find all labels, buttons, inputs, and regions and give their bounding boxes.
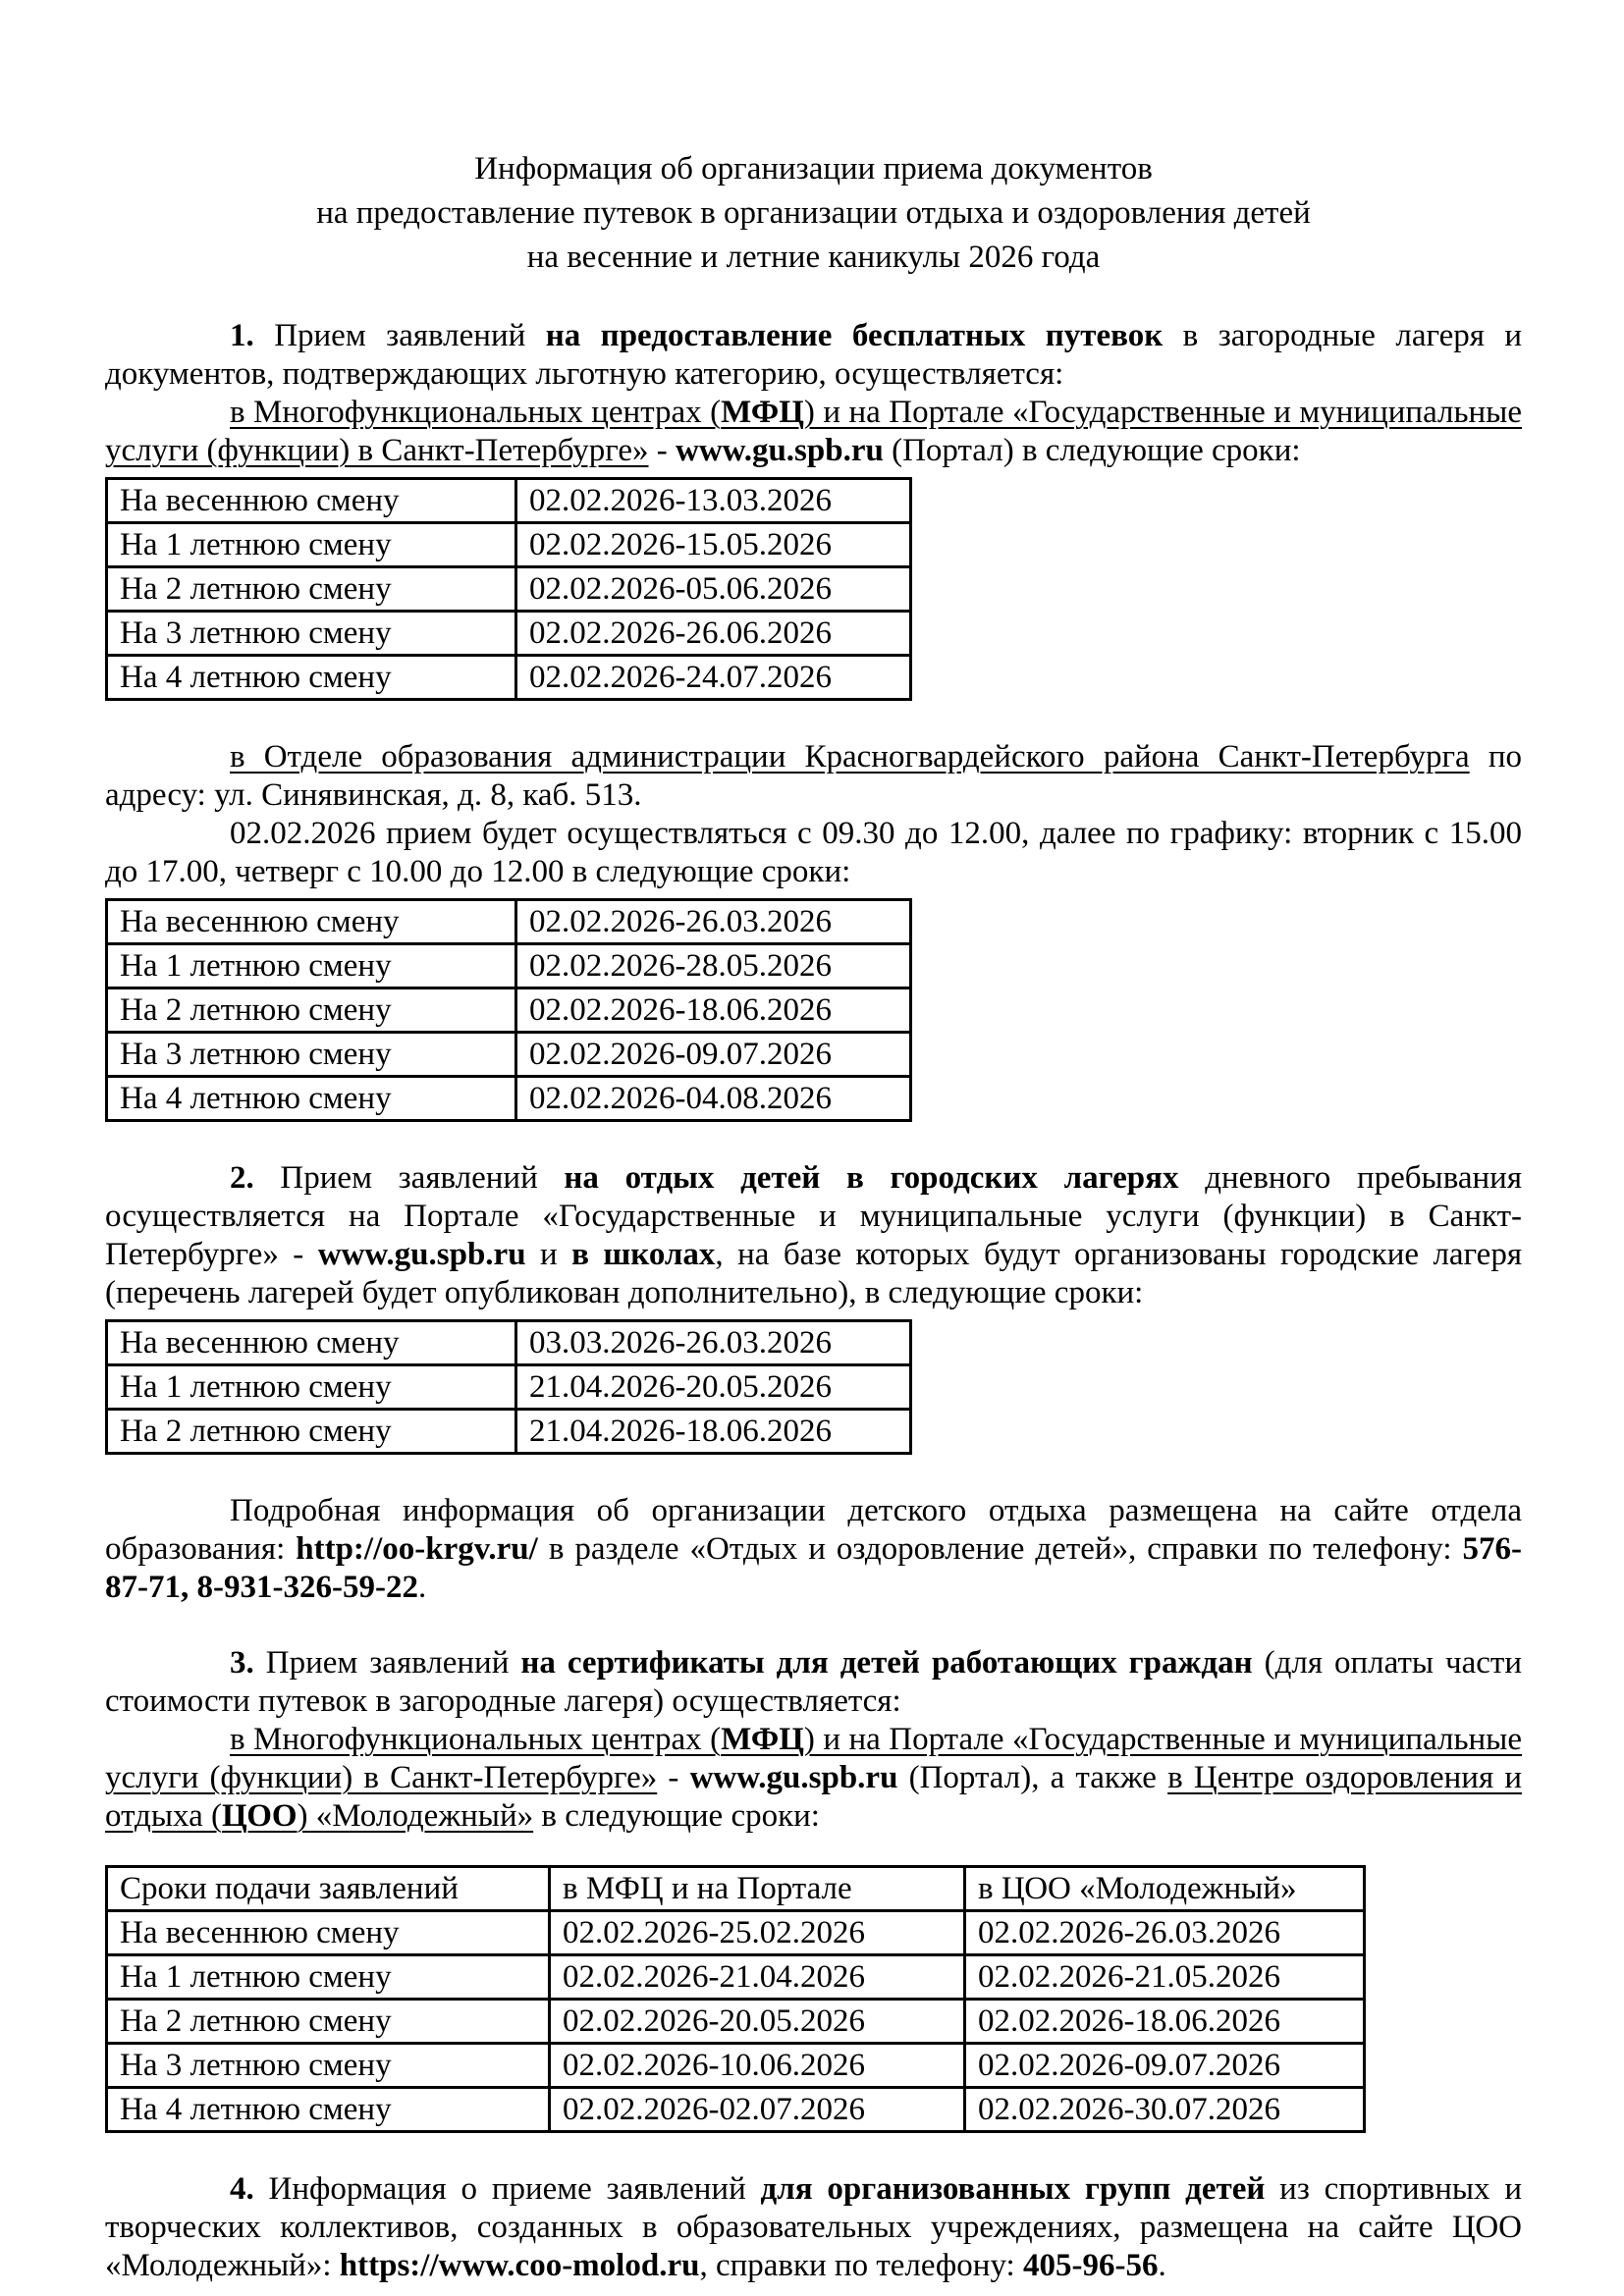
table-row	[107, 1365, 911, 1410]
table-cell: 02.02.2026-20.05.2026	[550, 2000, 965, 2044]
table-cell: На весеннюю смену	[107, 479, 516, 523]
text-run: в разделе «Отдых и оздоровление детей», справки по телефону:	[537, 1531, 1463, 1567]
text-run: в Многофункциональных центрах (	[230, 395, 722, 430]
table-cell: 02.02.2026-21.05.2026	[965, 1955, 1365, 2000]
table-row	[107, 612, 911, 656]
table-row	[107, 656, 911, 700]
text-run: ) «Молодежный»	[297, 1798, 534, 1834]
table-cell: На 4 летнюю смену	[107, 1077, 516, 1121]
table-row	[107, 479, 911, 523]
text-run: из спортивных и творческих коллективов, созданных в образовательных учреждениях, размещена на сайте ЦОО «Молодежный»:	[105, 2171, 1522, 2283]
text-run: ) и на Портале «Государственные и муниципальные услуги (функции) в Санкт-Петербурге»	[105, 395, 1523, 468]
table-cell: На 1 летнюю смену	[107, 1955, 550, 2000]
table-row	[107, 523, 911, 567]
table-cell: 02.02.2026-02.07.2026	[550, 2088, 965, 2132]
paragraph-section3-intro	[105, 1644, 1522, 1721]
table-row	[107, 1321, 911, 1365]
text-run: -	[648, 433, 677, 468]
text-run: (Портал) в следующие сроки:	[883, 433, 1301, 468]
text-run: Прием заявлений	[253, 1645, 521, 1681]
table-cell: На весеннюю смену	[107, 900, 516, 944]
table-cell: На 3 летнюю смену	[107, 1033, 516, 1077]
table-row	[107, 1033, 911, 1077]
table-cell: 02.02.2026-25.02.2026	[550, 1911, 965, 1955]
title-line-1: Информация об организации приема документов	[474, 151, 1153, 187]
table-row	[107, 567, 911, 612]
table-cell: 02.02.2026-05.06.2026	[516, 567, 911, 612]
table-cell: На 1 летнюю смену	[107, 1365, 516, 1410]
table-cell: 02.02.2026-24.07.2026	[516, 656, 911, 700]
text-run: (для оплаты части стоимости путевок в загородные лагеря) осуществляется:	[105, 1645, 1523, 1719]
text-run: -	[657, 1760, 690, 1795]
table-header-cell: в МФЦ и на Портале	[550, 1867, 965, 1911]
text-run: МФЦ	[721, 1722, 804, 1757]
table-row	[107, 2044, 1365, 2088]
text-run: www.gu.spb.ru	[676, 433, 884, 468]
table-city-camp-deadlines	[105, 1319, 912, 1455]
table-department-deadlines	[105, 898, 912, 1122]
table-cell: На 2 летнюю смену	[107, 567, 516, 612]
text-run: в Отделе образования администрации Красногвардейского района Санкт-Петербурга	[230, 739, 1470, 774]
text-run: www.gu.spb.ru	[317, 1237, 526, 1272]
text-run: 576-87-71, 8-931-326-59-22	[105, 1531, 1522, 1605]
text-run: на отдых детей в городских лагерях	[564, 1160, 1179, 1196]
text-run: , справки по телефону:	[699, 2248, 1023, 2283]
table-cell: 02.02.2026-09.07.2026	[965, 2044, 1365, 2088]
table-row	[107, 1410, 911, 1454]
table-cell: 02.02.2026-15.05.2026	[516, 523, 911, 567]
table-row	[107, 900, 911, 944]
document-title	[105, 147, 1522, 280]
text-run: 3.	[230, 1645, 254, 1681]
table-cell: 02.02.2026-18.06.2026	[965, 2000, 1365, 2044]
text-run: на предоставление бесплатных путевок	[545, 318, 1164, 353]
table-row	[107, 1955, 1365, 2000]
table-row	[107, 988, 911, 1033]
text-run: ) и на Портале «Государственные и муниципальные услуги (функции) в Санкт-Петербурге»	[105, 1722, 1523, 1795]
paragraph-section4-info	[105, 2170, 1522, 2285]
table-cell: На 2 летнюю смену	[107, 988, 516, 1033]
text-run: Прием заявлений	[253, 1160, 565, 1196]
text-run: .	[417, 1570, 427, 1605]
text-run: 4.	[230, 2171, 254, 2207]
text-run: www.gu.spb.ru	[689, 1760, 898, 1795]
table-cell: На 4 летнюю смену	[107, 656, 516, 700]
text-run: 405-96-56	[1022, 2248, 1159, 2283]
table-cell: 02.02.2026-26.03.2026	[516, 900, 911, 944]
paragraph-section1-schedule	[105, 815, 1522, 891]
paragraph-section1-department	[105, 738, 1522, 815]
text-run: Подробная информация об организации детского отдыха размещена на сайте отдела образования:	[105, 1493, 1522, 1567]
text-run: в загородные лагеря и документов, подтверждающих льготную категорию, осуществляется:	[105, 318, 1523, 392]
text-run: 2.	[230, 1160, 254, 1196]
table-header-cell: Сроки подачи заявлений	[107, 1867, 550, 1911]
paragraph-section2-info	[105, 1492, 1522, 1607]
table-cell: 02.02.2026-18.06.2026	[516, 988, 911, 1033]
table-cell: 03.03.2026-26.03.2026	[516, 1321, 911, 1365]
table-cell: 02.02.2026-09.07.2026	[516, 1033, 911, 1077]
table-cell: 02.02.2026-21.04.2026	[550, 1955, 965, 2000]
table-cell: 02.02.2026-10.06.2026	[550, 2044, 965, 2088]
title-line-2: на предоставление путевок в организации отдыха и оздоровления детей	[316, 195, 1311, 231]
title-line-3: на весенние и летние каникулы 2026 года	[526, 240, 1101, 275]
text-run: по адресу: ул. Синявинская, д. 8, каб. 513.	[105, 739, 1522, 813]
table-header-cell: в ЦОО «Молодежный»	[965, 1867, 1365, 1911]
table-cell: 21.04.2026-20.05.2026	[516, 1365, 911, 1410]
table-cell: 02.02.2026-04.08.2026	[516, 1077, 911, 1121]
text-run: Прием заявлений	[253, 318, 546, 353]
table-cell: 21.04.2026-18.06.2026	[516, 1410, 911, 1454]
text-run: и	[525, 1237, 572, 1272]
table-mfc-deadlines	[105, 477, 912, 701]
table-cell: На 2 летнюю смену	[107, 2000, 550, 2044]
table-header-row	[107, 1867, 1365, 1911]
text-run: в следующие сроки:	[533, 1798, 820, 1834]
paragraph-section2-intro	[105, 1159, 1522, 1312]
table-cell: На 2 летнюю смену	[107, 1410, 516, 1454]
table-row	[107, 2000, 1365, 2044]
text-run: (Портал), а также	[897, 1760, 1168, 1795]
table-cell: На весеннюю смену	[107, 1321, 516, 1365]
text-run: в Многофункциональных центрах (	[230, 1722, 722, 1757]
text-run: Информация о приеме заявлений	[253, 2171, 761, 2207]
paragraph-section3-channels	[105, 1721, 1522, 1836]
text-run: https://www.coo-molod.ru	[339, 2248, 700, 2283]
text-run: http://oo-krgv.ru/	[296, 1531, 538, 1567]
text-run: на сертификаты для детей работающих граждан	[520, 1645, 1253, 1681]
paragraph-section1-intro	[105, 317, 1522, 394]
table-cell: На 1 летнюю смену	[107, 944, 516, 988]
text-run: для организованных групп детей	[760, 2171, 1266, 2207]
paragraph-section1-channels	[105, 394, 1522, 470]
table-cell: 02.02.2026-26.03.2026	[965, 1911, 1365, 1955]
table-cell: На 3 летнюю смену	[107, 612, 516, 656]
text-run: .	[1158, 2248, 1166, 2283]
text-run: в школах	[571, 1237, 716, 1272]
table-cell: На 1 летнюю смену	[107, 523, 516, 567]
table-row	[107, 2088, 1365, 2132]
text-run: дневного пребывания осуществляется на Портале «Государственные и муниципальные услуги (функции) в Санкт-Петербурге» -	[105, 1160, 1523, 1272]
text-run: 02.02.2026 прием будет осуществляться с 09.30 до 12.00, далее по графику: вторник с 15.00 до 17.00, четверг с 10.00 до 12.00 в следующие сроки:	[105, 816, 1522, 889]
text-run: 1.	[230, 318, 254, 353]
table-cell: На весеннюю смену	[107, 1911, 550, 1955]
table-cell: На 4 летнюю смену	[107, 2088, 550, 2132]
table-row	[107, 944, 911, 988]
table-cell: 02.02.2026-26.06.2026	[516, 612, 911, 656]
text-run: , на базе которых будут организованы городские лагеря (перечень лагерей будет опубликован дополнительно), в следующие сроки:	[105, 1237, 1522, 1310]
table-cell: 02.02.2026-30.07.2026	[965, 2088, 1365, 2132]
text-run: ЦОО	[221, 1798, 298, 1834]
text-run: МФЦ	[721, 395, 804, 430]
table-certificate-deadlines	[105, 1865, 1366, 2133]
table-row	[107, 1911, 1365, 1955]
table-row	[107, 1077, 911, 1121]
table-cell: 02.02.2026-28.05.2026	[516, 944, 911, 988]
table-cell: На 3 летнюю смену	[107, 2044, 550, 2088]
text-run: в Центре оздоровления и отдыха (	[105, 1760, 1522, 1834]
table-cell: 02.02.2026-13.03.2026	[516, 479, 911, 523]
